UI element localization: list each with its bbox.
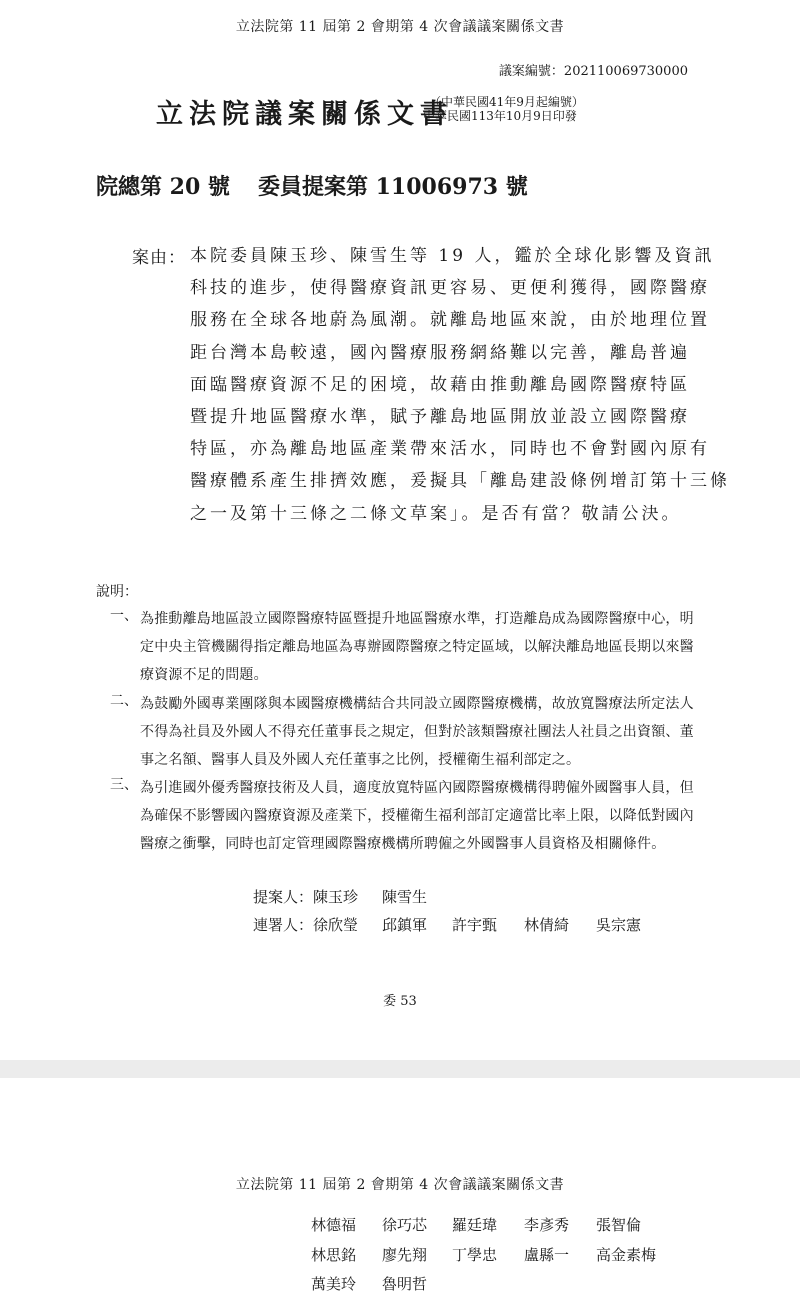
cosigner-name: 邱鎮軍 [382,916,428,934]
item-line: 醫療之衝擊，同時也訂定管理國際醫療機構所聘僱之外國醫事人員資格及相關條件。 [140,836,666,852]
cosigner-name: 張智倫 [596,1216,642,1234]
page-number: 委 53 [383,994,417,1009]
item-line: 為引進國外優秀醫療技術及人員，適度放寬特區內國際醫療機構得聘僱外國醫事人員，但 [140,780,694,796]
document-page-2 [0,1078,800,1301]
item-line: 為推動離島地區設立國際醫療特區暨提升地區醫療水準，打造離島成為國際醫療中心，明 [140,611,694,627]
print-date: 中華民國113年10月9日印發 [423,109,577,123]
general-case-number: 院總第 20 號 [96,174,230,200]
reason-line: 面臨醫療資源不足的困境，故藉由推動離島國際醫療特區 [190,374,690,395]
cosigner-name: 丁學忠 [452,1246,498,1264]
cosigner-name: 林德福 [311,1216,357,1234]
explanation-item-1 [110,605,720,689]
item-number: 三、 [110,777,138,793]
proposer-name: 陳雪生 [382,888,428,906]
reason-label: 案由： [132,248,186,268]
cosigner-name: 高金素梅 [596,1246,657,1264]
reason-line: 本院委員陳玉珍、陳雪生等 19 人，鑑於全球化影響及資訊 [190,246,715,266]
reason-line: 距台灣本島較遠，國內醫療服務網絡難以完善，離島普遍 [190,342,690,363]
proposer-label: 提案人： [253,888,314,906]
reason-line: 服務在全球各地蔚為風潮。就離島地區來說，由於地理位置 [190,310,710,331]
page-header: 立法院第 11 屆第 2 會期第 4 次會議議案關係文書 [235,1177,565,1193]
cosigner-name: 徐巧芯 [382,1216,428,1234]
item-line: 事之名額、醫事人員及外國人充任董事之比例，授權衛生福利部定之。 [140,752,581,768]
cosigner-name: 林倩綺 [524,916,570,934]
reason-line: 暨提升地區醫療水準，賦予離島地區開放並設立國際醫療 [190,407,690,428]
reason-line: 特區，亦為離島地區產業帶來活水，同時也不會對國內原有 [190,439,710,460]
cosigner-name: 林思銘 [311,1246,357,1264]
item-number: 一、 [110,608,138,624]
title-notes [423,95,584,123]
reason-line: 科技的進步，使得醫療資訊更容易、更便利獲得，國際醫療 [190,278,710,299]
case-numbers [96,170,528,201]
member-proposal-number: 委員提案第 11006973 號 [257,174,528,200]
item-line: 療資源不足的問題。 [140,667,268,683]
cosigner-label: 連署人： [253,916,314,934]
explanation-item-3 [110,774,720,858]
cosigner-name: 魯明哲 [382,1275,428,1293]
document-title: 立法院議案關係文書 [156,99,453,130]
proposer-name: 陳玉珍 [313,888,359,906]
item-line: 不得為社員及外國人不得充任董事長之規定，但對於該類醫療社團法人社員之出資額、董 [140,724,694,740]
reason-text [190,240,730,530]
numbering-note: （中華民國41年9月起編號） [429,95,584,109]
item-number: 二、 [110,693,138,709]
item-line: 為確保不影響國內醫療資源及產業下，授權衛生福利部訂定適當比率上限，以降低對國內 [140,808,694,824]
cosigner-name: 廖先翔 [382,1246,428,1264]
cosigner-name: 萬美玲 [311,1275,357,1293]
bill-number: 議案編號：202110069730000 [498,64,688,79]
cosigner-name: 盧縣一 [524,1246,570,1264]
cosigner-name: 徐欣瑩 [313,916,359,934]
cosigner-name: 許宇甄 [452,916,498,934]
reason-line: 醫療體系產生排擠效應，爰擬具「離島建設條例增訂第十三條 [190,471,730,492]
item-line: 定中央主管機關得指定離島地區為專辦國際醫療之特定區域，以解決離島地區長期以來醫 [140,639,694,655]
cosigner-name: 李彥秀 [524,1216,570,1234]
cosigner-name: 羅廷瑋 [452,1216,498,1234]
explanation-item-2 [110,690,720,774]
item-line: 為鼓勵外國專業團隊與本國醫療機構結合共同設立國際醫療機構，故放寬醫療法所定法人 [140,696,694,712]
page-header: 立法院第 11 屆第 2 會期第 4 次會議議案關係文書 [235,19,565,35]
explanation-label: 說明： [96,584,138,600]
reason-line: 之一及第十三條之二條文草案」。是否有當？敬請公決。 [190,503,682,524]
cosigner-name: 吳宗憲 [596,916,642,934]
